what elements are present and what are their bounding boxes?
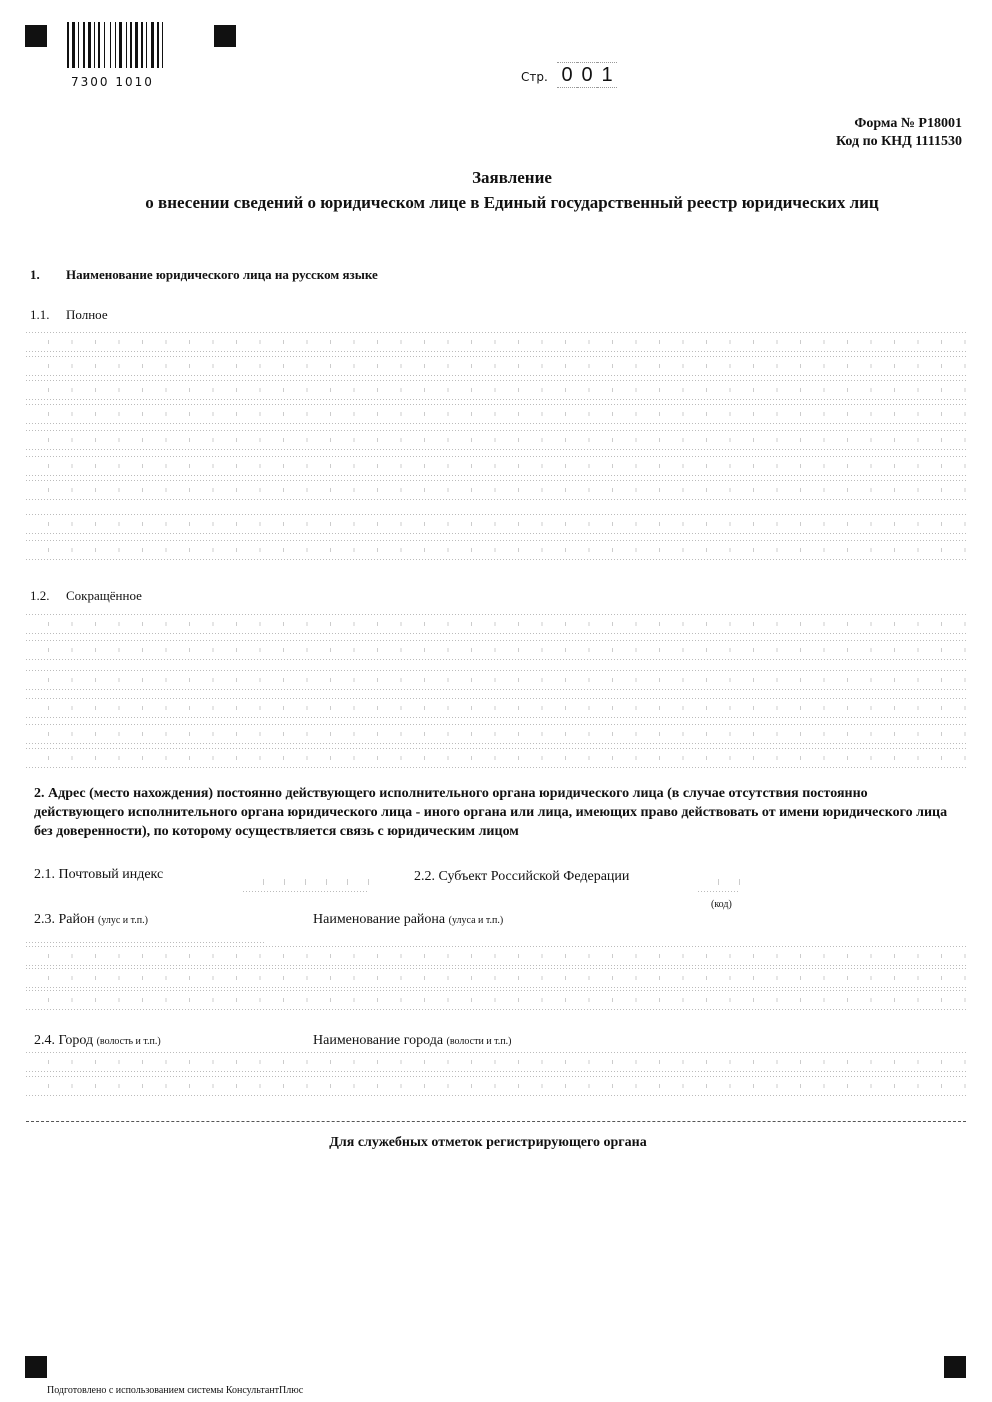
- code-caption: (код): [711, 899, 732, 910]
- full-name-label: [30, 307, 108, 323]
- full-name-cells-row-3[interactable]: [26, 380, 966, 400]
- subject-code-cells[interactable]: [698, 872, 740, 892]
- district-code-cells[interactable]: [26, 929, 264, 943]
- postal-index-cells[interactable]: [243, 872, 369, 892]
- city-name-cells-row-1[interactable]: [26, 1052, 966, 1072]
- barcode-bar: [94, 22, 95, 68]
- barcode-bar: [88, 22, 91, 68]
- short-name-cells-row-5[interactable]: [26, 724, 966, 744]
- full-name-cells-row-5[interactable]: [26, 430, 966, 450]
- district-name-label-text: Наименование района: [313, 912, 446, 927]
- district-name-cells-row-2[interactable]: [26, 968, 966, 988]
- district-name-note: (улуса и т.п.): [448, 915, 504, 926]
- footer-note: Подготовлено с использованием системы КонсультантПлюс: [47, 1385, 304, 1396]
- full-name-cells-row-4[interactable]: [26, 404, 966, 424]
- barcode-bar: [104, 22, 105, 68]
- corner-marker-bottom-left: [25, 1356, 47, 1378]
- barcode-bar: [151, 22, 154, 68]
- city-name-note: (волости и т.п.): [446, 1036, 512, 1047]
- short-name-cells-row-2[interactable]: [26, 640, 966, 660]
- form-number: Форма № Р18001: [854, 116, 962, 131]
- page-label: Стр.: [521, 70, 548, 84]
- barcode-bar: [135, 22, 138, 68]
- barcode-bar: [130, 22, 132, 68]
- page-number-cells: [557, 62, 617, 88]
- barcode-bar: [72, 22, 75, 68]
- full-name-cells-row-2[interactable]: [26, 356, 966, 376]
- short-name-cells-row-1[interactable]: [26, 614, 966, 634]
- page-digit-cell: 0: [557, 62, 577, 88]
- short-name-label: [30, 588, 142, 604]
- barcode-bar: [110, 22, 111, 68]
- city-label: [34, 1033, 161, 1049]
- barcode-bar: [141, 22, 143, 68]
- section-1-number: 1.: [30, 267, 40, 282]
- district-name-cells-row-1[interactable]: [26, 946, 966, 966]
- section-1-heading: [30, 267, 378, 283]
- section-1-title: Наименование юридического лица на русском языке: [66, 267, 378, 282]
- service-note: Для служебных отметок регистрирующего органа: [329, 1135, 647, 1150]
- service-area-divider: [26, 1121, 966, 1122]
- full-name-number: 1.1.: [30, 307, 50, 322]
- city-name-label: [313, 1033, 511, 1049]
- barcode-bar: [115, 22, 116, 68]
- barcode-image: [67, 22, 192, 68]
- corner-marker-top-left: [25, 25, 47, 47]
- city-name-label-text: Наименование города: [313, 1033, 444, 1048]
- document-subtitle: о внесении сведений о юридическом лице в Единый государственный реестр юридических лиц: [145, 193, 879, 212]
- subject-label: 2.2. Субъект Российской Федерации: [414, 869, 630, 884]
- district-name-cells-row-3[interactable]: [26, 990, 966, 1010]
- short-name-cells-row-6[interactable]: [26, 748, 966, 768]
- full-name-text: Полное: [66, 307, 108, 322]
- barcode-bar: [162, 22, 163, 68]
- short-name-cells-row-4[interactable]: [26, 698, 966, 718]
- barcode-bar: [126, 22, 127, 68]
- city-name-cells-row-2[interactable]: [26, 1076, 966, 1096]
- barcode-bar: [67, 22, 69, 68]
- section-2-heading: 2. Адрес (место нахождения) постоянно действующего исполнительного органа юридического лица (в случае отсутствия постоянно действующего исполнительного органа юридического лица - иного органа или лица, имеющих право действовать от имени юридического лица без доверенности), по которому осуществляется связь с юридическим лицом: [34, 786, 948, 839]
- district-label: [34, 912, 148, 928]
- page-digit-cell: 0: [577, 62, 597, 88]
- barcode-bar: [119, 22, 122, 68]
- barcode-bar: [83, 22, 85, 68]
- full-name-cells-row-1[interactable]: [26, 332, 966, 352]
- page-digit-cell: 1: [597, 62, 617, 88]
- full-name-cells-row-8[interactable]: [26, 514, 966, 534]
- full-name-cells-row-6[interactable]: [26, 456, 966, 476]
- barcode-bar: [98, 22, 100, 68]
- corner-marker-bottom-right: [944, 1356, 966, 1378]
- document-title: Заявление: [472, 168, 552, 187]
- corner-marker-top-right: [214, 25, 236, 47]
- barcode-bar: [157, 22, 159, 68]
- barcode-number: 7300 1010: [71, 75, 154, 89]
- district-label-text: 2.3. Район: [34, 912, 95, 927]
- postal-index-label: 2.1. Почтовый индекс: [34, 867, 164, 882]
- knd-code: Код по КНД 1111530: [835, 134, 962, 149]
- short-name-number: 1.2.: [30, 588, 50, 603]
- city-note: (волость и т.п.): [96, 1036, 161, 1047]
- district-name-label: [313, 912, 503, 928]
- barcode-bar: [78, 22, 79, 68]
- full-name-cells-row-9[interactable]: [26, 540, 966, 560]
- short-name-text: Сокращённое: [66, 588, 142, 603]
- barcode-bar: [146, 22, 147, 68]
- district-note: (улус и т.п.): [97, 915, 148, 926]
- full-name-cells-row-7[interactable]: [26, 480, 966, 500]
- city-label-text: 2.4. Город: [34, 1033, 94, 1048]
- short-name-cells-row-3[interactable]: [26, 670, 966, 690]
